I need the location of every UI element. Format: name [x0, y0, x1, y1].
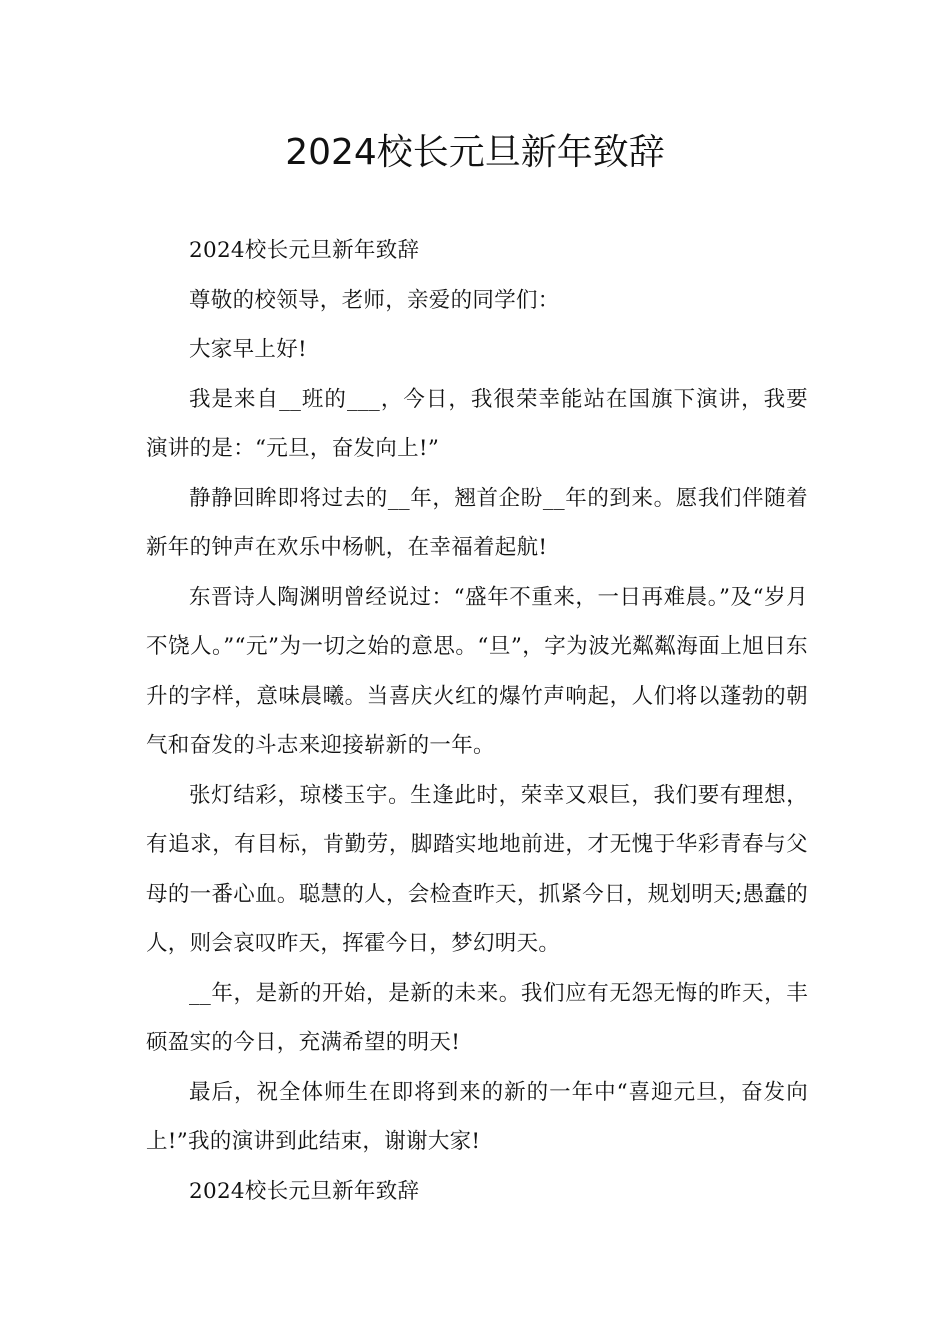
- paragraph-reflection: 静静回眸即将过去的__年，翘首企盼__年的到来。愿我们伴随着新年的钟声在欢乐中杨帆，在幸福着起航!: [146, 485, 808, 560]
- paragraph-aspiration: 张灯结彩，琼楼玉宇。生逢此时，荣幸又艰巨，我们要有理想，有追求，有目标，肯勤劳，脚踏实地地前进，才无愧于华彩青春与父母的一番心血。聪慧的人，会检查昨天，抓紧今日，规划明天;愚蠢的人，则会哀叹昨天，挥霍今日，梦幻明天。: [146, 782, 808, 956]
- paragraph-subtitle: 2024校长元旦新年致辞: [189, 238, 420, 263]
- paragraph-new-beginning: __年，是新的开始，是新的未来。我们应有无怨无悔的昨天，丰硕盈实的今日，充满希望的明天!: [146, 980, 808, 1055]
- document-body: [146, 226, 808, 1216]
- paragraph-introduction: 我是来自__班的___，今日，我很荣幸能站在国旗下演讲，我要演讲的是：“元旦，奋发向上!”: [146, 386, 808, 461]
- document-title: 2024校长元旦新年致辞: [285, 132, 665, 173]
- paragraph-closing: 最后，祝全体师生在即将到来的新的一年中“喜迎元旦，奋发向上!”我的演讲到此结束，谢谢大家!: [146, 1079, 808, 1154]
- paragraph-poet-quote: 东晋诗人陶渊明曾经说过：“盛年不重来，一日再难晨。”及“岁月不饶人。”“元”为一切之始的意思。“旦”，字为波光粼粼海面上旭日东升的字样，意味晨曦。当喜庆火红的爆竹声响起，人们将以蓬勃的朝气和奋发的斗志来迎接崭新的一年。: [146, 584, 808, 758]
- paragraph-salutation: 尊敬的校领导，老师，亲爱的同学们：: [189, 287, 560, 313]
- paragraph-next-title: 2024校长元旦新年致辞: [189, 1178, 420, 1204]
- paragraph-greeting: 大家早上好!: [189, 337, 307, 362]
